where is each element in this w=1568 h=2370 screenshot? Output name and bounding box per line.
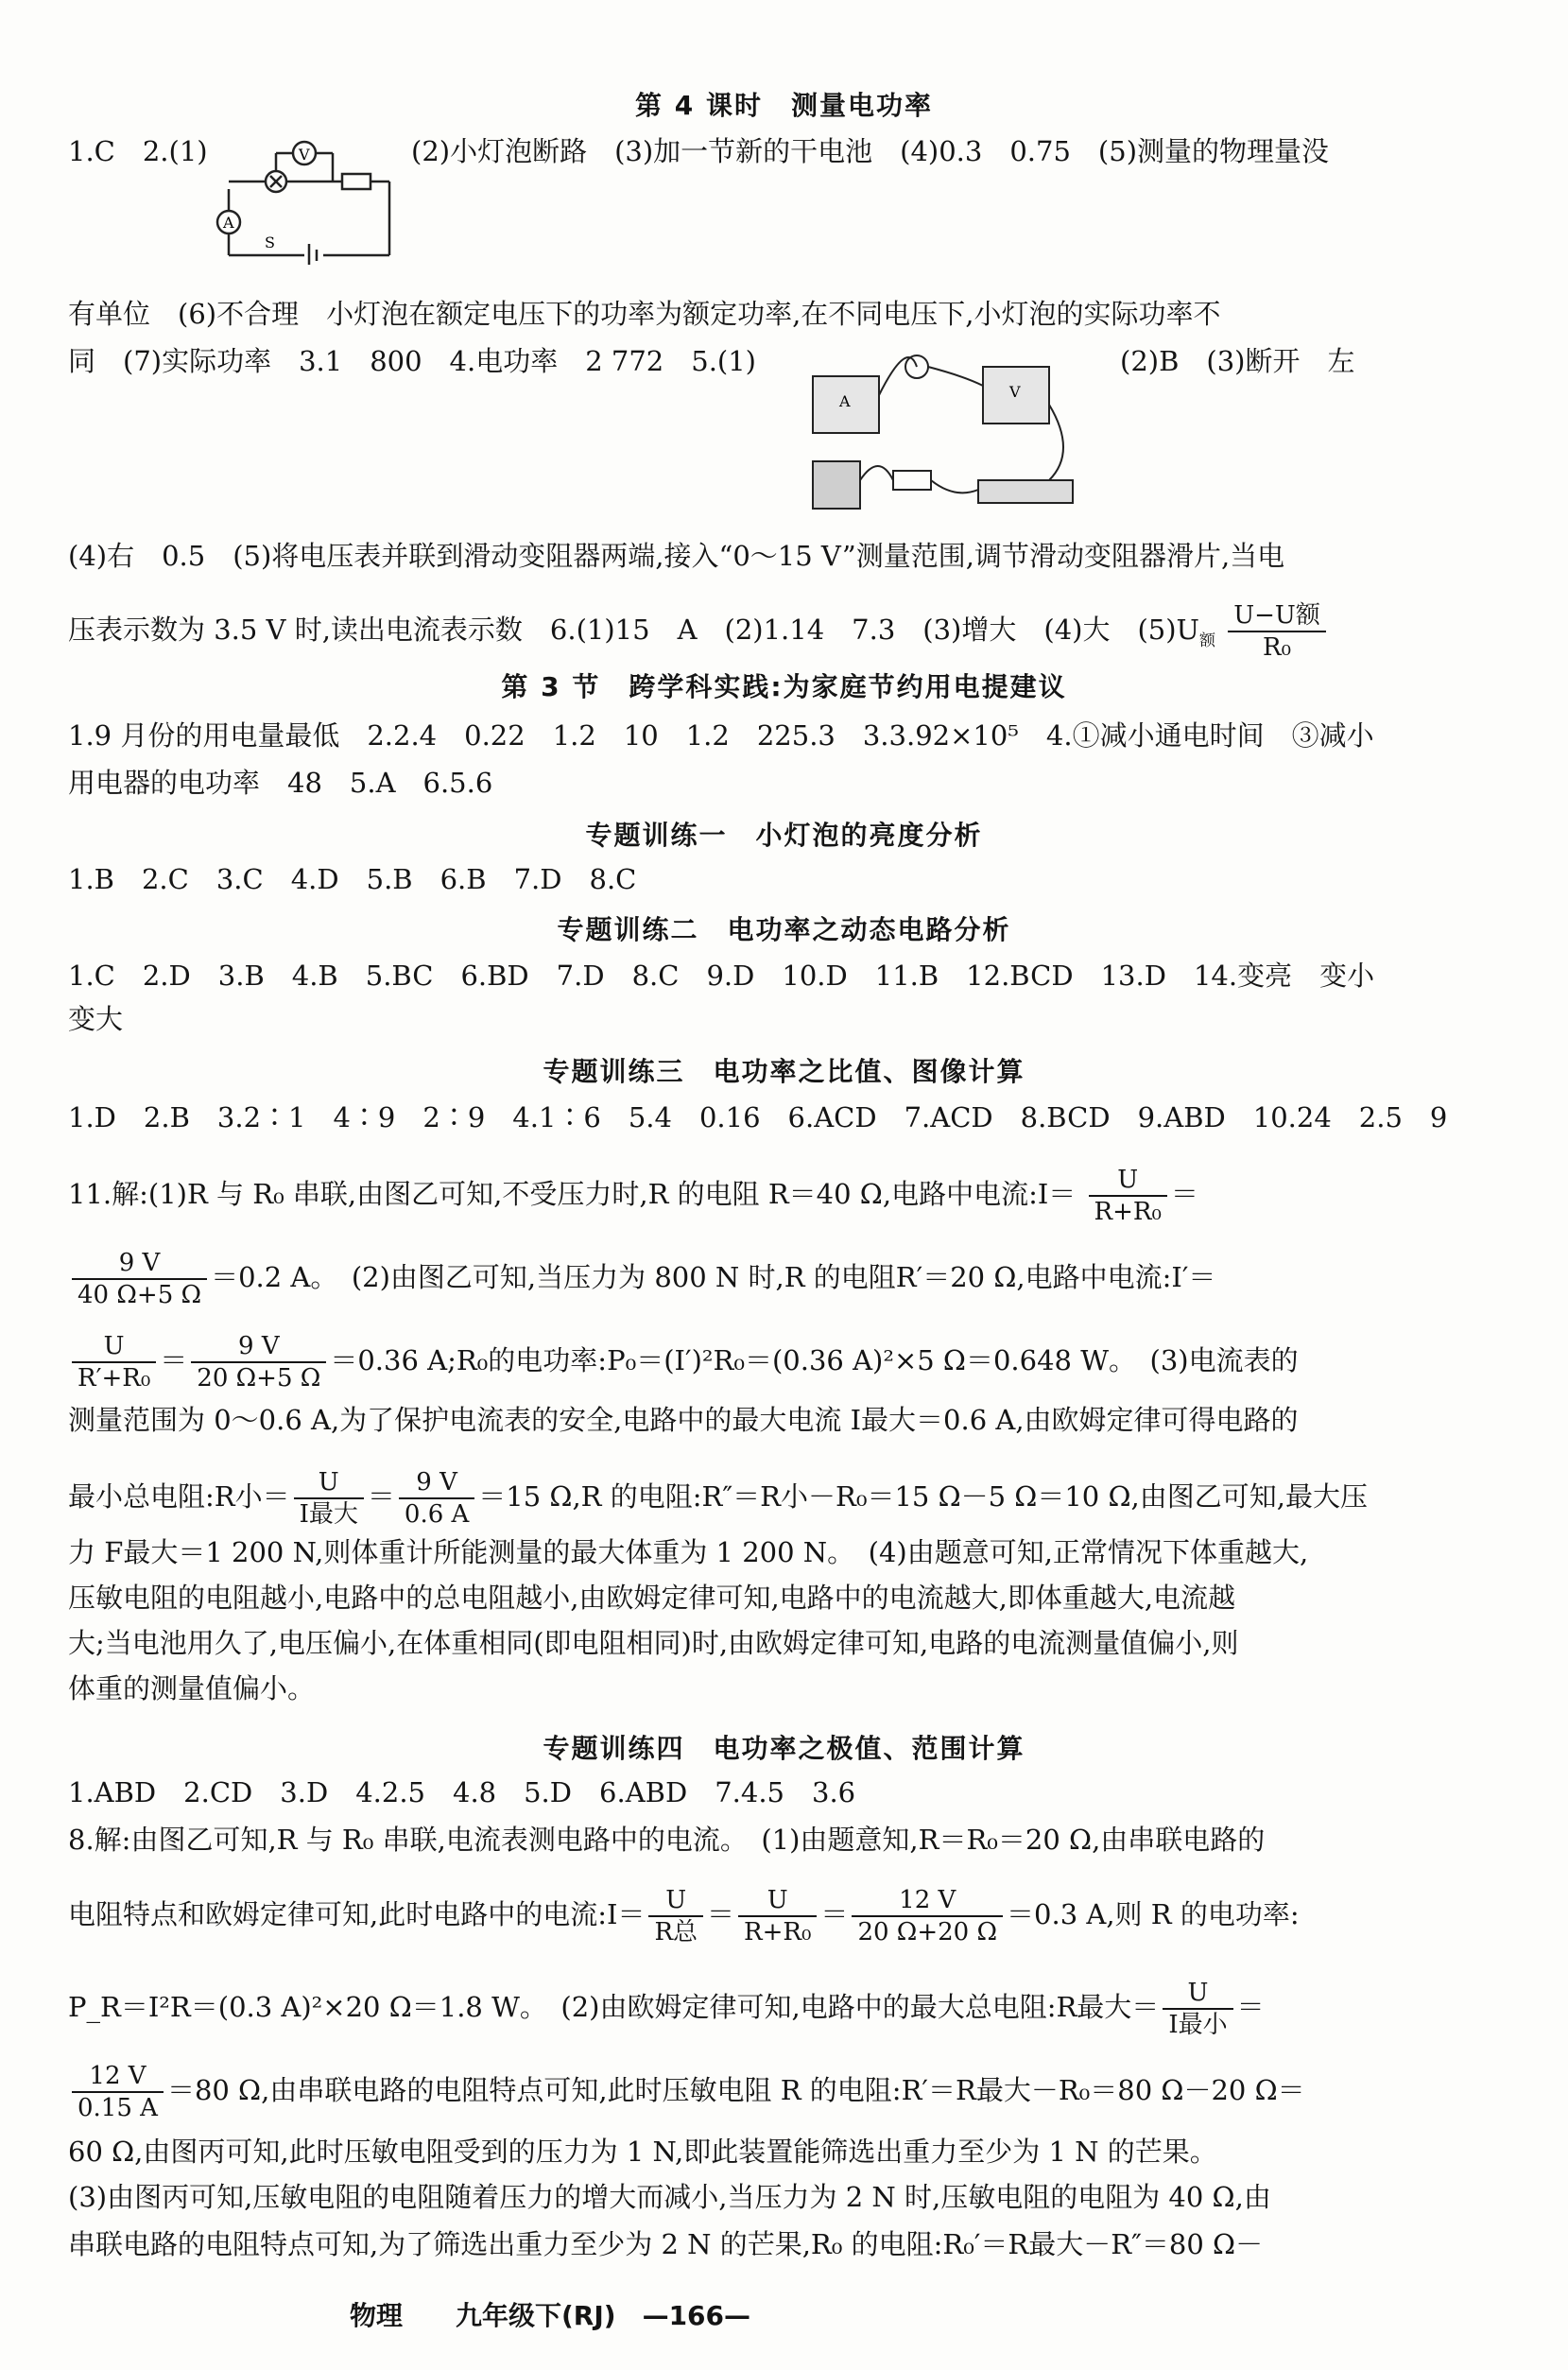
- line-7: 用电器的电功率 48 5.A 6.5.6: [68, 767, 493, 799]
- fraction-25-den: 0.15 A: [78, 2094, 158, 2122]
- line-25-text: ＝80 Ω,由串联电路的电阻特点可知,此时压敏电阻 R 的电阻:R′＝R最大－R₀＝80 Ω－20 Ω＝: [166, 2074, 1305, 2106]
- fraction-23a-den: R总: [654, 1918, 698, 1946]
- fraction-24-num: U: [1163, 1978, 1232, 2010]
- line-26: 60 Ω,由图丙可知,此时压敏电阻受到的压力为 1 N,即此装置能筛选出重力至少为 1 N 的芒果。: [68, 2136, 1217, 2168]
- fraction-23c-num: 12 V: [852, 1885, 1003, 1917]
- line-24-text: P_R＝I²R＝(0.3 A)²×20 Ω＝1.8 W。 (2)由欧姆定律可知,电路中的最大总电阻:R最大＝: [68, 1991, 1160, 2023]
- voltmeter-figure-label: V: [1009, 383, 1021, 401]
- fraction-25-num: 12 V: [72, 2061, 164, 2093]
- line-14-text: ＝0.36 A;R₀的电功率:P₀＝(I′)²R₀＝(0.36 A)²×5 Ω＝0.648 W。 (3)电流表的: [330, 1344, 1299, 1376]
- line-19: 大;当电池用久了,电压偏小,在体重相同(即电阻相同)时,由欧姆定律可知,电路的电流测量值偏小,则: [68, 1627, 1239, 1659]
- line-16: 最小总电阻:R小＝ $\frac{U}{\text{I最大}}$ ＝ $\frac{9 V}{0.6 A}$ ＝15 Ω,R 的电阻:R″＝R小－R₀＝15 Ω－5 Ω＝10 Ω,由图乙可知,最大压: [68, 1468, 1368, 1529]
- line-12: [68, 1165, 1198, 1227]
- line-6: 1.9 月份的用电量最低 2.2.4 0.22 1.2 10 1.2 225.3 3.3.92×10⁵ 4.①减小通电时间 ③减小: [68, 719, 1374, 752]
- circuit-diagram-1: [210, 132, 399, 265]
- fraction-23b-num: U: [738, 1885, 817, 1917]
- fraction-13-num: 9 V: [72, 1248, 207, 1280]
- ammeter-figure-label: A: [839, 392, 851, 410]
- fraction-23c: [852, 1885, 1003, 1947]
- fraction-14b-den: 20 Ω+5 Ω: [197, 1364, 321, 1393]
- fraction-24-den: I最小: [1168, 2011, 1228, 2039]
- fraction-5: [1228, 600, 1326, 663]
- line-23-end: ＝0.3 A,则 R 的电功率:: [1007, 1898, 1300, 1930]
- fraction-16a: [294, 1467, 364, 1530]
- line-13-text: ＝0.2 A。 (2)由图乙可知,当压力为 800 N 时,R 的电阻R′＝20 Ω,电路中电流:I′＝: [211, 1261, 1216, 1293]
- section-title-2: 第 3 节 跨学科实践:为家庭节约用电提建议: [501, 671, 1067, 702]
- fraction-16a-den: I最大: [299, 1500, 358, 1529]
- line-3b: (2)B (3)断开 左: [1120, 345, 1355, 377]
- switch-label: S: [265, 234, 275, 251]
- line-1b: (2)小灯泡断路 (3)加一节新的干电池 (4)0.3 0.75 (5)测量的物理量没: [411, 135, 1330, 167]
- fraction-24: [1163, 1978, 1232, 2040]
- page-footer: 物理 九年级下(RJ) —166—: [350, 2300, 751, 2331]
- section-title-6: 专题训练四 电功率之极值、范围计算: [543, 1733, 1025, 1764]
- fraction-16b-num: 9 V: [399, 1467, 474, 1499]
- fraction-23b: [738, 1885, 817, 1947]
- fraction-23c-den: 20 Ω+20 Ω: [857, 1918, 998, 1946]
- fraction-23b-den: R+R₀: [744, 1918, 812, 1946]
- line-16-text: 最小总电阻:R小＝: [68, 1480, 290, 1513]
- line-5-text: 压表示数为 3.5 V 时,读出电流表示数 6.(1)15 A (2)1.14 7.3 (3)增大 (4)大 (5)U: [68, 614, 1199, 646]
- fraction-12-den: R+R₀: [1094, 1198, 1162, 1226]
- section-title-3: 专题训练一 小灯泡的亮度分析: [585, 820, 983, 851]
- line-1a: 1.C 2.(1): [68, 135, 208, 167]
- fraction-14b-num: 9 V: [191, 1331, 326, 1363]
- line-25: [68, 2061, 1305, 2123]
- line-12-end: ＝: [1170, 1178, 1198, 1210]
- line-3a: 同 (7)实际功率 3.1 800 4.电功率 2 772 5.(1): [68, 345, 756, 377]
- fraction-23a-num: U: [648, 1885, 703, 1917]
- fraction-5-num: U−U额: [1228, 600, 1326, 632]
- line-27: (3)由图丙可知,压敏电阻的电阻随着压力的增大而减小,当压力为 2 N 时,压敏电阻的电阻为 40 Ω,由: [68, 2181, 1271, 2213]
- line-21: 1.ABD 2.CD 3.D 4.2.5 4.8 5.D 6.ABD 7.4.5 3.6: [68, 1776, 856, 1808]
- line-14: $\frac{U}{\text{R′+R₀}}$ ＝ $\frac{9 V}{20 \Omega+5 \Omega}$ ＝0.36 A;R₀的电功率:P₀＝(I′)²R₀＝(0.36 A)²×5 Ω＝0.648 W。 (3)电流表的: [68, 1331, 1299, 1393]
- line-22: 8.解:由图乙可知,R 与 R₀ 串联,电流表测电路中的电流。 (1)由题意知,R＝R₀＝20 Ω,由串联电路的: [68, 1824, 1266, 1856]
- fraction-13-den: 40 Ω+5 Ω: [78, 1281, 202, 1309]
- line-8: 1.B 2.C 3.C 4.D 5.B 6.B 7.D 8.C: [68, 863, 637, 895]
- fraction-13: [72, 1248, 207, 1310]
- fraction-16a-num: U: [294, 1467, 364, 1499]
- fraction-14a-den: R′+R₀: [78, 1364, 151, 1393]
- section-title-1: 第 4 课时 测量电功率: [635, 90, 933, 121]
- fraction-14a-num: U: [72, 1331, 156, 1363]
- line-10: 变大: [68, 1003, 124, 1035]
- fraction-14a: [72, 1331, 156, 1393]
- line-18: 压敏电阻的电阻越小,电路中的总电阻越小,由欧姆定律可知,电路中的电流越大,即体重越大,电流越: [68, 1582, 1236, 1614]
- line-2: 有单位 (6)不合理 小灯泡在额定电压下的功率为额定功率,在不同电压下,小灯泡的实际功率不: [68, 298, 1221, 330]
- fraction-12: [1089, 1165, 1167, 1227]
- line-5-sub: 额: [1198, 631, 1215, 650]
- line-24-end: ＝: [1236, 1991, 1265, 2023]
- line-20: 体重的测量值偏小。: [68, 1672, 316, 1704]
- line-12-text: 11.解:(1)R 与 R₀ 串联,由图乙可知,不受压力时,R 的电阻 R＝40 Ω,电路中电流:I＝: [68, 1178, 1077, 1210]
- line-13: [68, 1248, 1215, 1310]
- fraction-25: [72, 2061, 164, 2123]
- section-title-5: 专题训练三 电功率之比值、图像计算: [543, 1056, 1025, 1087]
- section-title-4: 专题训练二 电功率之动态电路分析: [557, 914, 1011, 945]
- fraction-16b-den: 0.6 A: [404, 1500, 470, 1529]
- line-23-text: 电阻特点和欧姆定律可知,此时电路中的电流:I＝: [68, 1898, 646, 1930]
- physical-circuit-figure: [803, 338, 1087, 518]
- line-17: 力 F最大＝1 200 N,则体重计所能测量的最大体重为 1 200 N。 (4)由题意可知,正常情况下体重越大,: [68, 1536, 1309, 1568]
- line-24: [68, 1978, 1265, 2040]
- voltmeter-label: V: [299, 146, 310, 164]
- line-9: 1.C 2.D 3.B 4.B 5.BC 6.BD 7.D 8.C 9.D 10.D 11.B 12.BCD 13.D 14.变亮 变小: [68, 960, 1375, 992]
- fraction-5-den: R₀: [1263, 633, 1292, 662]
- fraction-12-num: U: [1089, 1165, 1167, 1197]
- line-5: [68, 600, 1330, 663]
- line-23: 电阻特点和欧姆定律可知,此时电路中的电流:I＝ $\frac{U}{\text{R总}}$ ＝ $\frac{U}{\text{R+R₀}}$ ＝ $\frac{12 V}{20 \Omega+20 \Omega}$ ＝0.3 A,则 R 的电功率:: [68, 1886, 1300, 1946]
- ammeter-label: A: [223, 214, 234, 232]
- line-28: 串联电路的电阻特点可知,为了筛选出重力至少为 2 N 的芒果,R₀ 的电阻:R₀′＝R最大－R″＝80 Ω－: [68, 2228, 1264, 2260]
- fraction-14b: [191, 1331, 326, 1393]
- line-15: 测量范围为 0～0.6 A,为了保护电流表的安全,电路中的最大电流 I最大＝0.6 A,由欧姆定律可得电路的: [68, 1404, 1299, 1436]
- line-4: (4)右 0.5 (5)将电压表并联到滑动变阻器两端,接入“0～15 V”测量范围,调节滑动变阻器滑片,当电: [68, 540, 1285, 572]
- line-11: 1.D 2.B 3.2∶1 4∶9 2∶9 4.1∶6 5.4 0.16 6.ACD 7.ACD 8.BCD 9.ABD 10.24 2.5 9: [68, 1101, 1448, 1133]
- line-16-end: ＝15 Ω,R 的电阻:R″＝R小－R₀＝15 Ω－5 Ω＝10 Ω,由图乙可知,最大压: [478, 1480, 1368, 1513]
- fraction-23a: [648, 1885, 703, 1947]
- fraction-16b: [399, 1467, 474, 1530]
